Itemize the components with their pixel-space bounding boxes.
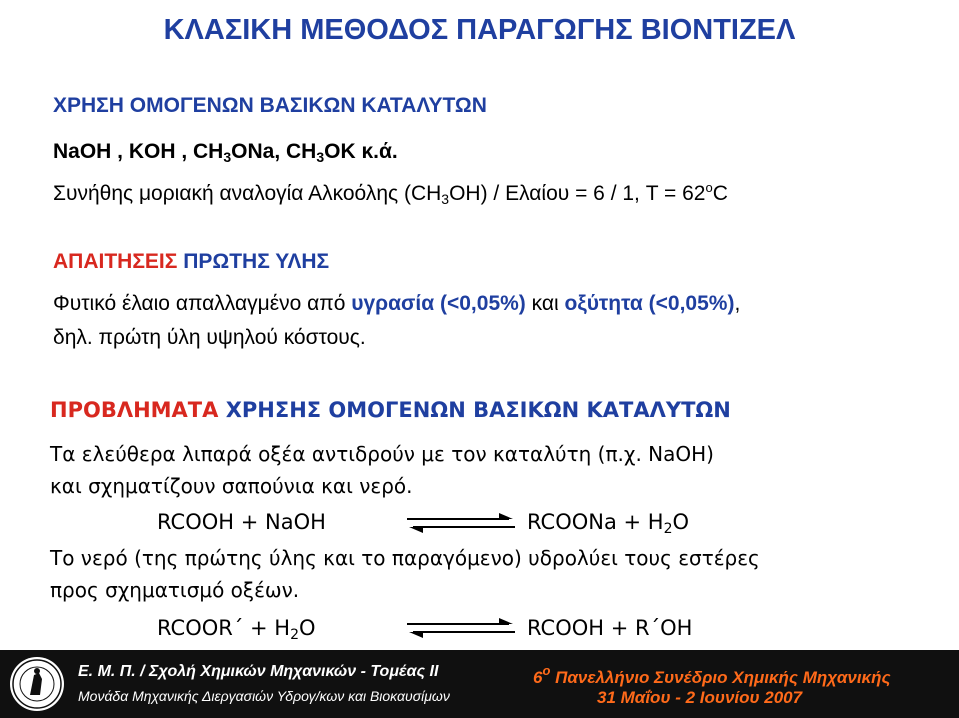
feedstock-cost-line: δηλ. πρώτη ύλη υψηλού κόστους. <box>53 326 366 349</box>
footer-unit: Μονάδα Μηχανικής Διεργασιών Υδρογ/κων και Βιοκαυσίμων <box>78 688 450 704</box>
section-heading-problems: ΠΡΟΒΛΗΜΑΤΑ ΧΡΗΣΗΣ ΟΜΟΓΕΝΩΝ ΒΑΣΙΚΩΝ ΚΑΤΑΛΥΤΩΝ <box>50 398 731 422</box>
molar-ratio-text: Συνήθης μοριακή αναλογία Αλκοόλης $(CH_3OH) / E\lambda\alpha ίo\upsilon = 6 / 1$, $T = 62^oC$ <box>53 180 728 207</box>
equilibrium-arrow-icon <box>405 510 517 536</box>
footer-conference-dates: 31 Μαΐου - 2 Ιουνίου 2007 <box>597 688 803 707</box>
problems-text-line-3: Το νερό (της πρώτης ύλης και το παραγόμενο) υδρολύει τους εστέρες <box>50 546 760 570</box>
university-seal-icon <box>8 655 66 713</box>
page-title: ΚΛΑΣΙΚΗ ΜΕΘΟΔΟΣ ΠΑΡΑΓΩΓΗΣ ΒΙΟΝΤΙΖΕΛ <box>163 14 796 46</box>
section-heading-homogeneous-catalysts: ΧΡΗΣΗ ΟΜΟΓΕΝΩΝ ΒΑΣΙΚΩΝ ΚΑΤΑΛΥΤΩΝ <box>53 94 487 117</box>
section-heading-feedstock-requirements: ΑΠΑΙΤΗΣΕΙΣ ΠΡΩΤΗΣ ΥΛΗΣ <box>53 250 330 273</box>
footer-conference: $6^o$ Πανελλήνιο Συνέδριο Χημικής Μηχανικής <box>533 663 891 687</box>
problems-text-line-2: και σχηματίζουν σαπούνια και νερό. <box>50 474 413 498</box>
reaction1-products: RCOONa + $H_2O$ <box>527 510 690 537</box>
reaction2-reactants: RCOOR΄ + $H_2O$ <box>157 616 316 643</box>
problems-text-line-1: Τα ελεύθερα λιπαρά οξέα αντιδρούν με τον καταλύτη (π.χ. NaOH) <box>50 442 714 466</box>
problems-text-line-4: προς σχηματισμό οξέων. <box>50 578 300 602</box>
footer-institution: Ε. Μ. Π. / Σχολή Χημικών Μηχανικών - Τομέας ΙΙ <box>78 663 439 680</box>
feedstock-requirement-line: Φυτικό έλαιο απαλλαγμένο από υγρασία (<0,05%) και οξύτητα (<0,05%), <box>53 292 741 315</box>
catalyst-list: NaOH , KOH , $CH_3ONa$, $CH_3OK$ κ.ά. <box>53 140 398 165</box>
equilibrium-arrow-icon <box>405 615 517 641</box>
reaction2-products: RCOOH + R΄OH <box>527 616 693 640</box>
reaction1-reactants: RCOOH + NaOH <box>157 510 326 534</box>
